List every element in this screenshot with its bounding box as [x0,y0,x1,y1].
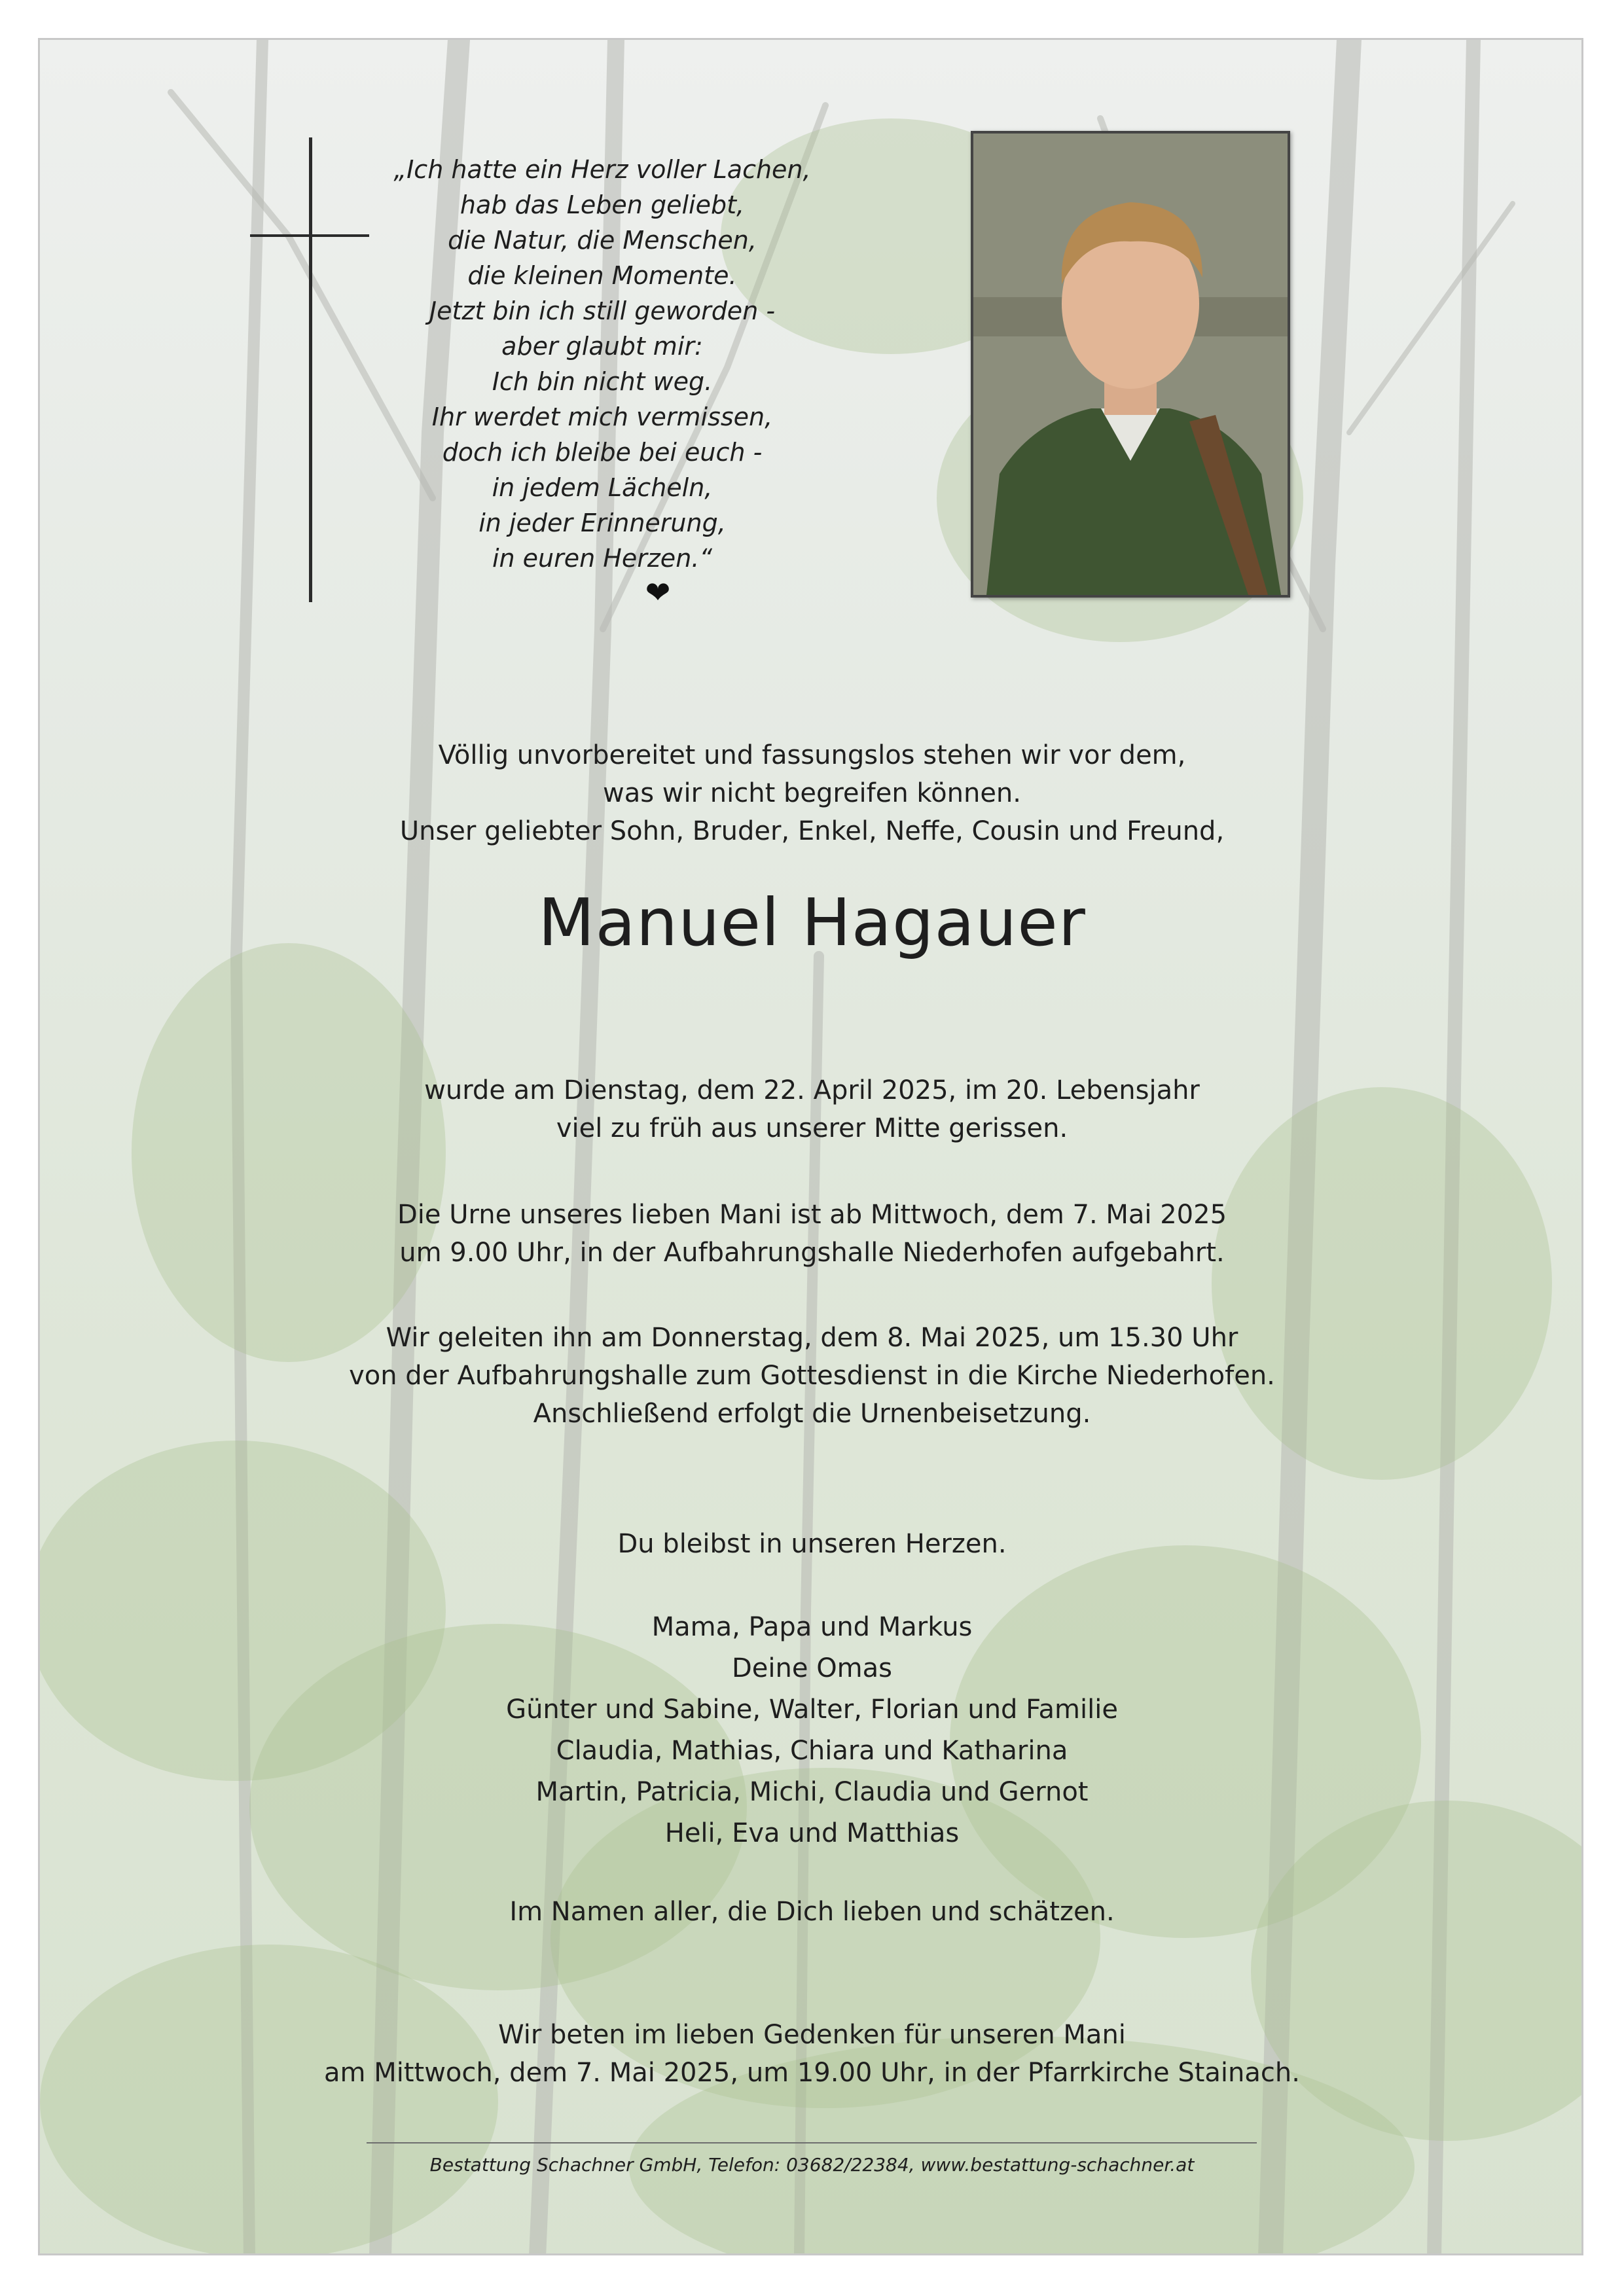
death-line: viel zu früh aus unserer Mitte gerissen. [556,1113,1068,1143]
intro-line: Völlig unvorbereitet und fassungslos stehen wir vor dem, [438,740,1186,770]
prayer-block [157,2016,1467,2092]
mourner-line: Günter und Sabine, Walter, Florian und Familie [506,1695,1118,1725]
closing-block [157,1525,1467,1563]
footer-contact: Bestattung Schachner GmbH, Telefon: 03682/22384, www.bestattung-schachner.at [429,2154,1195,2176]
poem-line: Ihr werdet mich vermissen, [431,403,773,431]
names-of-all-line: Im Namen aller, die Dich lieben und schätzen. [509,1897,1115,1927]
urn-line: um 9.00 Uhr, in der Aufbahrungshalle Niederhofen aufgebahrt. [399,1238,1225,1268]
closing-line: Du bleibst in unseren Herzen. [617,1529,1007,1559]
funeral-line: Anschließend erfolgt die Urnenbeisetzung. [533,1399,1091,1429]
death-line: wurde am Dienstag, dem 22. April 2025, im 20. Lebensjahr [424,1075,1200,1105]
footer-divider [367,2142,1257,2144]
poem-line: in euren Herzen.“ [492,544,713,573]
intro-line: was wir nicht begreifen können. [602,778,1021,808]
poem-line: in jeder Erinnerung, [478,509,726,537]
poem-line: aber glaubt mir: [501,332,703,361]
poem-line: die kleinen Momente. [467,261,737,290]
funeral-block [157,1319,1467,1433]
funeral-line: von der Aufbahrungshalle zum Gottesdienst in die Kirche Niederhofen. [349,1361,1275,1391]
heart-icon: ❤ [645,575,671,610]
mourner-line: Claudia, Mathias, Chiara und Katharina [556,1736,1068,1766]
poem-line: Ich bin nicht weg. [492,367,713,396]
poem-line: in jedem Lächeln, [492,473,713,502]
intro-block [157,736,1467,850]
poem-line: hab das Leben geliebt, [460,190,745,219]
names-of-all-block [157,1893,1467,1931]
poem-line: doch ich bleibe bei euch - [442,438,763,467]
poem-line: „Ich hatte ein Herz voller Lachen, [393,155,811,184]
mourner-line: Martin, Patricia, Michi, Claudia und Gernot [535,1777,1089,1807]
urn-viewing-block [157,1196,1467,1272]
poem-line: die Natur, die Menschen, [448,226,757,255]
intro-line: Unser geliebter Sohn, Bruder, Enkel, Neffe, Cousin und Freund, [399,816,1225,846]
poem-line: Jetzt bin ich still geworden - [429,296,776,325]
deceased-name: Manuel Hagauer [538,884,1086,961]
cross-vertical-bar [309,137,312,602]
portrait-photo [971,131,1290,598]
poem-block [393,152,812,576]
prayer-line: am Mittwoch, dem 7. Mai 2025, um 19.00 Uhr, in der Pfarrkirche Stainach. [324,2058,1300,2088]
funeral-line: Wir geleiten ihn am Donnerstag, dem 8. Mai 2025, um 15.30 Uhr [386,1323,1238,1353]
cross-horizontal-bar [250,234,369,237]
urn-line: Die Urne unseres lieben Mani ist ab Mittwoch, dem 7. Mai 2025 [397,1200,1227,1230]
mourners-block [157,1607,1467,1854]
death-notice-block [157,1071,1467,1147]
prayer-line: Wir beten im lieben Gedenken für unseren Mani [498,2020,1126,2050]
mourner-line: Deine Omas [732,1653,892,1683]
mourner-line: Mama, Papa und Markus [651,1612,973,1642]
mourner-line: Heli, Eva und Matthias [664,1818,960,1848]
